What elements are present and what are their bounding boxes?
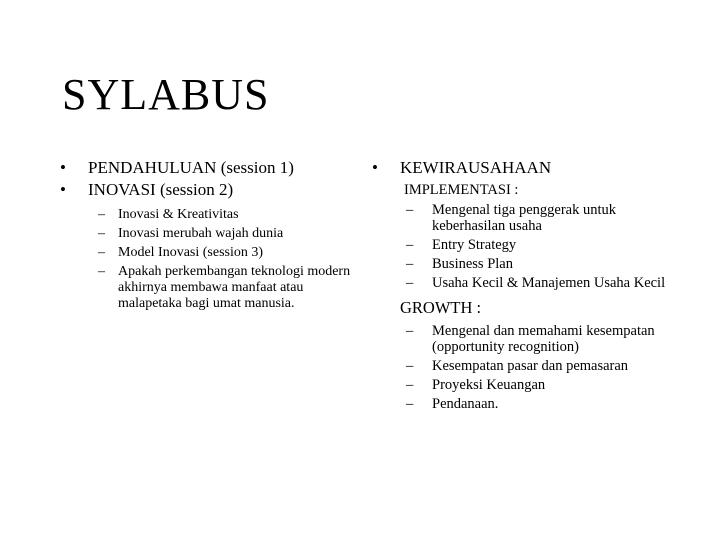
sublist-item-text: Usaha Kecil & Manajemen Usaha Kecil (432, 275, 666, 291)
sublist-item-text: Kesempatan pasar dan pemasaran (432, 358, 629, 374)
sublist-item-text: Inovasi & Kreativitas (118, 207, 239, 222)
bullet-icon: • (60, 180, 66, 199)
sublist-item (60, 245, 360, 261)
dash-icon: – (98, 207, 105, 222)
left-column (60, 157, 360, 315)
dash-icon: – (406, 377, 414, 393)
dash-icon: – (406, 358, 414, 374)
sublist-item-text: Proyeksi Keuangan (432, 377, 546, 393)
growth-heading: GROWTH : (400, 298, 482, 317)
dash-icon: – (406, 275, 414, 291)
sublist-item (60, 264, 360, 312)
dash-icon: – (98, 226, 105, 241)
sublist-item (372, 237, 672, 253)
sublist-item (60, 207, 360, 223)
sublist-item (372, 202, 672, 234)
list-item (60, 179, 360, 201)
list-item (372, 157, 672, 179)
sublist-item-text: Entry Strategy (432, 237, 517, 253)
sublist-item (372, 358, 672, 374)
sublist-item-text: Pendanaan. (432, 396, 499, 412)
sublist-item (372, 396, 672, 412)
slide-title: SYLABUS (62, 70, 270, 119)
list-item (60, 157, 360, 179)
right-column (372, 157, 672, 415)
dash-icon: – (98, 245, 105, 260)
implementasi-heading: IMPLEMENTASI : (404, 182, 519, 198)
growth-list (372, 323, 672, 412)
sublist-item (372, 377, 672, 393)
sublist-item-text: Mengenal tiga penggerak untuk keberhasilan usaha (432, 202, 617, 234)
dash-icon: – (98, 264, 105, 279)
list-item-text: KEWIRAUSAHAAN (400, 158, 552, 177)
dash-icon: – (406, 256, 414, 272)
sublist (60, 207, 360, 312)
dash-icon: – (406, 202, 414, 218)
list-item-text: INOVASI (session 2) (88, 180, 234, 199)
sublist-item-text: Business Plan (432, 256, 513, 272)
sublist-item-text: Model Inovasi (session 3) (118, 245, 264, 260)
bullet-icon: • (60, 158, 66, 177)
sublist-item (372, 256, 672, 272)
sublist-item (60, 226, 360, 242)
sublist-item (372, 323, 672, 355)
sublist-item-text: Apakah perkembangan teknologi modern akhirnya membawa manfaat atau malapetaka bagi umat manusia. (118, 264, 351, 311)
sublist-item-text: Mengenal dan memahami kesempatan (opportunity recognition) (432, 323, 655, 355)
dash-icon: – (406, 323, 414, 339)
sublist-item (372, 275, 672, 291)
dash-icon: – (406, 237, 414, 253)
sublist-item-text: Inovasi merubah wajah dunia (118, 226, 284, 241)
implementasi-list (372, 202, 672, 291)
bullet-icon: • (372, 158, 378, 177)
dash-icon: – (406, 396, 414, 412)
list-item-text: PENDAHULUAN (session 1) (88, 158, 294, 177)
